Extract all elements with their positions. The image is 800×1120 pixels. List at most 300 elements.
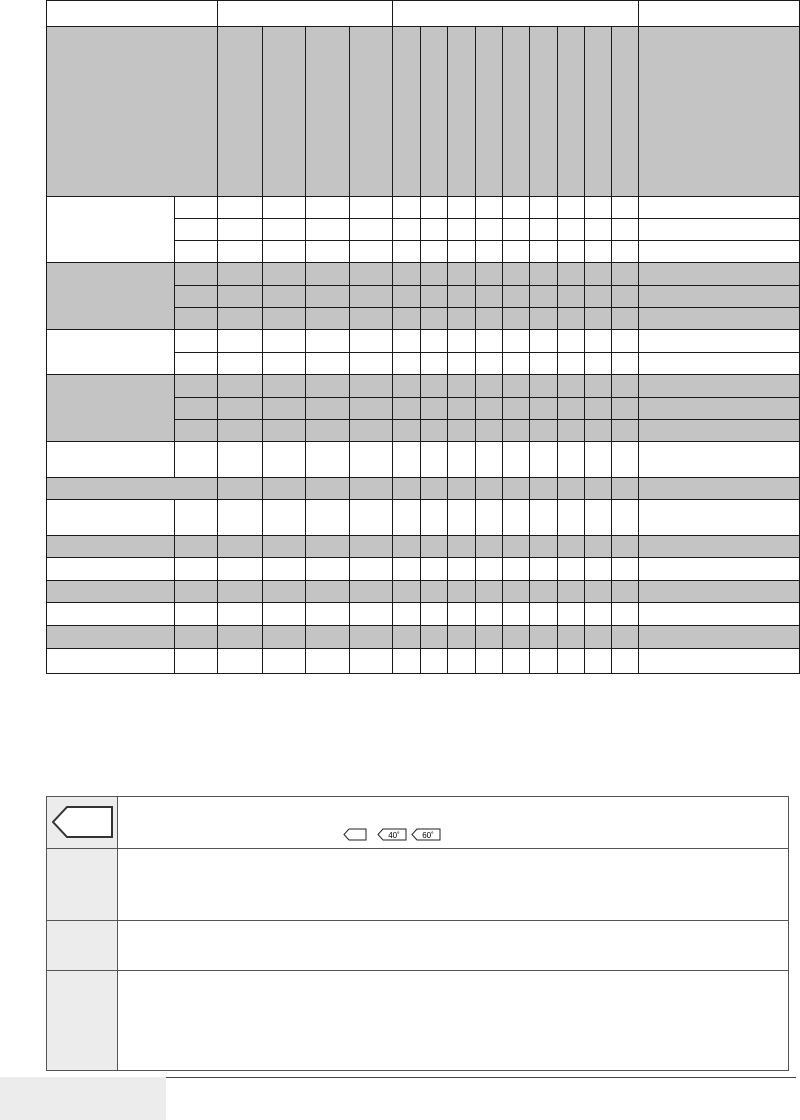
notes-cell	[639, 581, 800, 603]
table-cell	[612, 536, 639, 558]
table-cell	[475, 581, 502, 603]
table-cell	[529, 626, 557, 649]
table-cell	[349, 353, 393, 375]
notes-cell	[639, 241, 800, 263]
table-cell	[475, 442, 502, 478]
table-cell	[557, 286, 584, 308]
table-cell	[393, 197, 420, 219]
table-cell	[612, 286, 639, 308]
table-cell	[475, 500, 502, 536]
notes-cell	[639, 375, 800, 398]
table-cell	[529, 558, 557, 581]
table-cell	[349, 286, 393, 308]
table-cell	[612, 241, 639, 263]
table-cell	[557, 308, 584, 330]
legend-description	[118, 921, 789, 971]
table-cell	[529, 478, 557, 500]
table-cell	[218, 308, 263, 330]
program-name-cell	[47, 603, 175, 626]
header-detail-col	[502, 27, 529, 197]
table-cell	[306, 536, 350, 558]
table-row	[47, 442, 800, 478]
table-cell	[262, 398, 306, 420]
table-cell	[612, 375, 639, 398]
header-cell-group-b	[393, 1, 639, 27]
table-cell	[612, 500, 639, 536]
notes-cell	[639, 649, 800, 674]
table-cell	[393, 603, 420, 626]
table-cell	[502, 581, 529, 603]
table-cell	[585, 442, 612, 478]
table-cell	[262, 581, 306, 603]
table-cell	[557, 219, 584, 241]
notes-cell	[639, 500, 800, 536]
table-cell	[502, 536, 529, 558]
notes-cell	[639, 286, 800, 308]
header-detail-col	[349, 27, 393, 197]
table-cell	[420, 558, 447, 581]
table-cell	[557, 478, 584, 500]
table-cell	[585, 353, 612, 375]
program-option-cell	[174, 649, 218, 674]
table-cell	[393, 442, 420, 478]
table-cell	[475, 420, 502, 442]
program-name-cell	[47, 581, 175, 603]
table-cell	[612, 197, 639, 219]
table-cell	[420, 219, 447, 241]
wash-label-icon	[52, 806, 114, 838]
table-cell	[557, 558, 584, 581]
table-cell	[447, 353, 475, 375]
table-cell	[306, 398, 350, 420]
notes-cell	[639, 219, 800, 241]
header-detail-col	[420, 27, 447, 197]
table-cell	[393, 478, 420, 500]
notes-cell	[639, 197, 800, 219]
table-cell	[420, 197, 447, 219]
table-cell	[218, 558, 263, 581]
table-cell	[447, 398, 475, 420]
legend-row	[47, 971, 789, 1071]
table-cell	[612, 442, 639, 478]
table-cell	[502, 197, 529, 219]
table-cell	[502, 442, 529, 478]
legend-row	[47, 849, 789, 921]
table-cell	[262, 536, 306, 558]
table-cell	[529, 197, 557, 219]
table-cell	[306, 263, 350, 286]
table-cell	[218, 241, 263, 263]
table-cell	[475, 558, 502, 581]
notes-cell	[639, 626, 800, 649]
header-detail-col	[475, 27, 502, 197]
table-cell	[585, 558, 612, 581]
table-cell	[585, 219, 612, 241]
table-cell	[393, 353, 420, 375]
table-cell	[612, 478, 639, 500]
table-cell	[393, 286, 420, 308]
table-cell	[585, 420, 612, 442]
table-cell	[475, 603, 502, 626]
table-cell	[447, 536, 475, 558]
table-cell	[529, 353, 557, 375]
table-row	[47, 558, 800, 581]
table-cell	[393, 536, 420, 558]
table-cell	[218, 219, 263, 241]
table-cell	[447, 603, 475, 626]
header-detail-col	[585, 27, 612, 197]
table-cell	[262, 649, 306, 674]
table-cell	[262, 241, 306, 263]
header-detail-col	[529, 27, 557, 197]
program-name-cell	[47, 536, 175, 558]
symbol-legend-table	[46, 796, 789, 1071]
table-cell	[475, 353, 502, 375]
table-cell	[306, 197, 350, 219]
table-row	[47, 649, 800, 674]
table-cell	[349, 241, 393, 263]
table-cell	[529, 500, 557, 536]
table-cell	[529, 241, 557, 263]
table-cell	[502, 478, 529, 500]
table-cell	[218, 398, 263, 420]
table-cell	[393, 398, 420, 420]
table-cell	[218, 263, 263, 286]
table-cell	[529, 442, 557, 478]
program-name-cell	[47, 649, 175, 674]
table-cell	[529, 330, 557, 353]
notes-cell	[639, 308, 800, 330]
table-cell	[502, 263, 529, 286]
table-cell	[420, 626, 447, 649]
table-cell	[502, 375, 529, 398]
table-cell	[502, 219, 529, 241]
table-cell	[393, 375, 420, 398]
table-cell	[349, 308, 393, 330]
table-cell	[557, 353, 584, 375]
table-cell	[502, 308, 529, 330]
program-option-cell	[174, 581, 218, 603]
header-cell-program	[47, 1, 218, 27]
table-cell	[349, 626, 393, 649]
table-cell	[306, 603, 350, 626]
table-row	[47, 263, 800, 286]
table-cell	[306, 442, 350, 478]
table-cell	[529, 398, 557, 420]
notes-cell	[639, 536, 800, 558]
table-cell	[420, 649, 447, 674]
table-cell	[447, 626, 475, 649]
table-cell	[306, 375, 350, 398]
table-cell	[262, 420, 306, 442]
table-cell	[557, 581, 584, 603]
table-cell	[393, 330, 420, 353]
table-cell	[218, 626, 263, 649]
legend-icon-cell	[47, 797, 118, 849]
table-cell	[349, 558, 393, 581]
table-cell	[612, 603, 639, 626]
table-cell	[529, 219, 557, 241]
table-cell	[475, 241, 502, 263]
table-cell	[612, 353, 639, 375]
table-cell	[585, 398, 612, 420]
table-cell	[349, 398, 393, 420]
table-cell	[529, 286, 557, 308]
table-cell	[557, 626, 584, 649]
program-option-cell	[174, 626, 218, 649]
notes-cell	[639, 420, 800, 442]
table-cell	[585, 649, 612, 674]
table-cell	[585, 263, 612, 286]
table-cell	[529, 375, 557, 398]
table-row	[47, 500, 800, 536]
table-cell	[585, 581, 612, 603]
table-cell	[349, 581, 393, 603]
program-option-cell	[174, 286, 218, 308]
table-cell	[502, 500, 529, 536]
table-cell	[612, 626, 639, 649]
table-cell	[306, 478, 350, 500]
table-cell	[585, 286, 612, 308]
program-option-cell	[174, 536, 218, 558]
wash-label-60-text: 60˚	[422, 831, 434, 840]
wash-label-icon	[343, 828, 367, 841]
table-cell	[447, 219, 475, 241]
notes-cell	[639, 603, 800, 626]
table-cell	[420, 308, 447, 330]
table-cell	[557, 442, 584, 478]
table-row	[47, 626, 800, 649]
table-cell	[557, 603, 584, 626]
table-cell	[557, 197, 584, 219]
program-name-cell	[47, 197, 175, 263]
table-cell	[393, 263, 420, 286]
table-cell	[393, 308, 420, 330]
table-cell	[502, 353, 529, 375]
table-row	[47, 197, 800, 219]
header-detail-col	[557, 27, 584, 197]
program-name-cell	[47, 626, 175, 649]
table-cell	[557, 398, 584, 420]
table-cell	[585, 626, 612, 649]
table-cell	[349, 219, 393, 241]
header-detail-col	[218, 27, 263, 197]
program-option-cell	[174, 398, 218, 420]
table-cell	[529, 581, 557, 603]
legend-icon-cell	[47, 921, 118, 971]
table-cell	[475, 219, 502, 241]
table-cell	[529, 649, 557, 674]
table-cell	[557, 330, 584, 353]
table-cell	[218, 353, 263, 375]
program-option-cell	[174, 353, 218, 375]
table-cell	[420, 500, 447, 536]
table-cell	[393, 241, 420, 263]
table-cell	[447, 478, 475, 500]
table-header-row-detail	[47, 27, 800, 197]
table-cell	[447, 263, 475, 286]
table-cell	[420, 398, 447, 420]
table-cell	[612, 649, 639, 674]
table-cell	[393, 581, 420, 603]
table-cell	[529, 420, 557, 442]
table-cell	[612, 420, 639, 442]
table-cell	[475, 478, 502, 500]
table-cell	[475, 649, 502, 674]
table-cell	[557, 500, 584, 536]
table-cell	[585, 197, 612, 219]
table-cell	[349, 263, 393, 286]
footer-rule	[166, 1077, 796, 1078]
table-cell	[502, 398, 529, 420]
table-cell	[557, 420, 584, 442]
program-option-cell	[174, 219, 218, 241]
table-cell	[218, 500, 263, 536]
table-cell	[420, 478, 447, 500]
table-cell	[529, 308, 557, 330]
table-row	[47, 330, 800, 353]
table-cell	[420, 286, 447, 308]
legend-row	[47, 921, 789, 971]
table-cell	[529, 536, 557, 558]
table-cell	[420, 420, 447, 442]
table-cell	[218, 478, 263, 500]
table-cell	[447, 558, 475, 581]
program-name-cell	[47, 500, 175, 536]
table-row	[47, 478, 800, 500]
table-cell	[502, 286, 529, 308]
program-option-cell	[174, 558, 218, 581]
notes-cell	[639, 263, 800, 286]
table-cell	[262, 197, 306, 219]
header-detail-col	[262, 27, 306, 197]
table-cell	[585, 478, 612, 500]
program-option-cell	[174, 375, 218, 398]
table-cell	[612, 581, 639, 603]
table-cell	[475, 536, 502, 558]
table-cell	[306, 330, 350, 353]
table-cell	[262, 375, 306, 398]
program-name-cell	[47, 442, 175, 478]
legend-description	[118, 849, 789, 921]
table-cell	[447, 500, 475, 536]
program-name-cell	[47, 330, 175, 375]
legend-description	[118, 797, 789, 849]
legend-description	[118, 971, 789, 1071]
table-cell	[218, 442, 263, 478]
table-cell	[306, 649, 350, 674]
table-cell	[612, 330, 639, 353]
notes-cell	[639, 558, 800, 581]
table-cell	[349, 536, 393, 558]
table-cell	[475, 263, 502, 286]
header-cell-group-a	[218, 1, 393, 27]
table-cell	[420, 263, 447, 286]
table-cell	[502, 626, 529, 649]
table-cell	[393, 626, 420, 649]
table-cell	[393, 558, 420, 581]
program-table	[46, 0, 800, 674]
table-cell	[475, 197, 502, 219]
program-name-cell	[47, 263, 175, 330]
table-cell	[262, 626, 306, 649]
legend-icon-cell	[47, 849, 118, 921]
table-cell	[218, 581, 263, 603]
table-cell	[557, 263, 584, 286]
table-cell	[557, 649, 584, 674]
table-cell	[262, 603, 306, 626]
table-cell	[420, 581, 447, 603]
program-option-cell	[174, 197, 218, 219]
table-cell	[420, 536, 447, 558]
wash-label-60-icon	[411, 828, 441, 841]
table-cell	[306, 308, 350, 330]
table-cell	[447, 308, 475, 330]
table-cell	[420, 603, 447, 626]
program-option-cell	[174, 330, 218, 353]
notes-cell	[639, 353, 800, 375]
table-cell	[502, 649, 529, 674]
table-cell	[502, 330, 529, 353]
table-cell	[349, 603, 393, 626]
table-cell	[349, 500, 393, 536]
wash-label-40-text: 40˚	[388, 831, 400, 840]
table-cell	[475, 398, 502, 420]
footer-tab	[0, 1077, 166, 1120]
table-cell	[306, 241, 350, 263]
header-detail-col	[612, 27, 639, 197]
program-name-cell	[47, 558, 175, 581]
table-cell	[306, 219, 350, 241]
table-cell	[218, 603, 263, 626]
table-cell	[585, 603, 612, 626]
table-cell	[262, 308, 306, 330]
header-detail-col	[447, 27, 475, 197]
table-cell	[349, 478, 393, 500]
table-cell	[218, 330, 263, 353]
table-cell	[447, 241, 475, 263]
table-cell	[612, 263, 639, 286]
notes-cell	[639, 330, 800, 353]
table-cell	[393, 219, 420, 241]
program-option-cell	[174, 308, 218, 330]
table-cell	[585, 241, 612, 263]
table-cell	[447, 197, 475, 219]
table-cell	[306, 581, 350, 603]
table-cell	[475, 375, 502, 398]
table-cell	[306, 286, 350, 308]
program-name-cell	[47, 375, 175, 442]
notes-cell	[639, 398, 800, 420]
header-detail-col	[393, 27, 420, 197]
table-cell	[529, 263, 557, 286]
table-cell	[585, 500, 612, 536]
table-cell	[502, 420, 529, 442]
table-cell	[218, 536, 263, 558]
table-cell	[447, 286, 475, 308]
notes-cell	[639, 442, 800, 478]
table-cell	[218, 286, 263, 308]
table-cell	[262, 558, 306, 581]
table-cell	[349, 197, 393, 219]
table-cell	[475, 286, 502, 308]
table-cell	[393, 500, 420, 536]
table-cell	[218, 375, 263, 398]
table-cell	[475, 330, 502, 353]
table-row	[47, 536, 800, 558]
table-cell	[612, 308, 639, 330]
program-option-cell	[174, 442, 218, 478]
